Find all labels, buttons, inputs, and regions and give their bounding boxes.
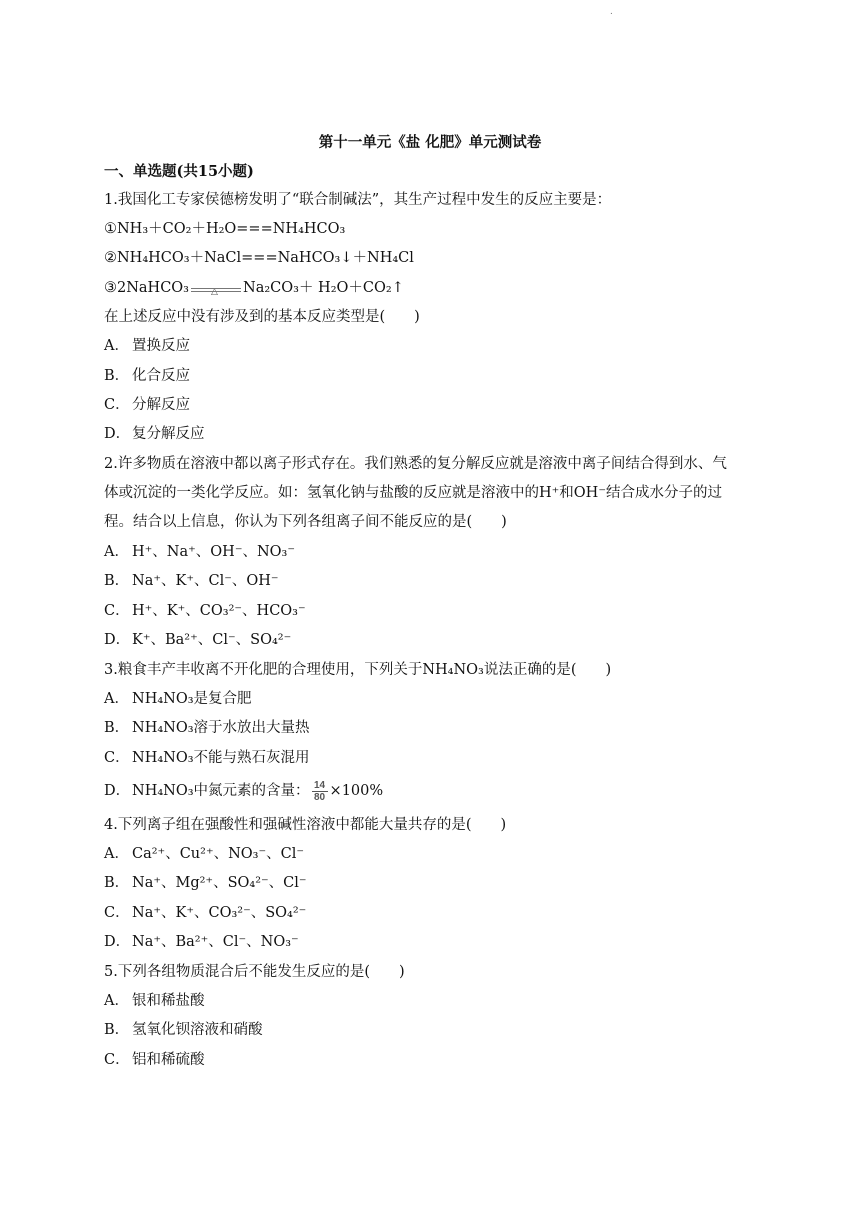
q4-option-a: A． Ca²⁺、Cu²⁺、NO₃⁻、Cl⁻	[104, 846, 305, 862]
q3-option-d: D． NH₄NO₃中氮元素的含量： $\frac{14}{80}$ ×100%	[104, 779, 384, 803]
q3-option-c: C． NH₄NO₃不能与熟石灰混用	[104, 750, 310, 766]
q2-stem-line-2: 体或沉淀的一类化学反应。如：氢氧化钠与盐酸的反应就是溶液中的H⁺和OH⁻结合成水分子的过	[104, 485, 722, 501]
q1-equation-2: ②NH₄HCO₃＋NaCl===NaHCO₃↓＋NH₄Cl	[104, 250, 414, 266]
q2-stem-line-1: 2.许多物质在溶液中都以离子形式存在。我们熟悉的复分解反应就是溶液中离子间结合得到水、气	[104, 456, 727, 472]
q2-option-b: B． Na⁺、K⁺、Cl⁻、OH⁻	[104, 573, 279, 589]
header-dot: .	[610, 6, 613, 17]
page-title: 第十一单元《盐 化肥》单元测试卷	[318, 134, 542, 151]
q1-eq3-left: ③2NaHCO₃	[104, 280, 189, 296]
q3-option-b: B． NH₄NO₃溶于水放出大量热	[104, 720, 310, 736]
q1-stem: 1.我国化工专家侯德榜发明了“联合制碱法”，其生产过程中发生的反应主要是：	[104, 192, 612, 208]
q1-option-a: A． 置换反应	[104, 338, 190, 354]
q1-option-d: D． 复分解反应	[104, 426, 205, 442]
q3-stem: 3.粮食丰产丰收离不开化肥的合理使用，下列关于NH₄NO₃说法正确的是( )	[104, 662, 612, 678]
q2-option-c: C． H⁺、K⁺、CO₃²⁻、HCO₃⁻	[104, 603, 306, 619]
q1-option-c: C． 分解反应	[104, 397, 190, 413]
q5-option-c: C． 铝和稀硫酸	[104, 1052, 205, 1068]
q5-stem: 5.下列各组物质混合后不能发生反应的是( )	[104, 964, 405, 980]
q1-question: 在上述反应中没有涉及到的基本反应类型是( )	[104, 309, 420, 325]
q1-equation-1: ①NH₃＋CO₂＋H₂O===NH₄HCO₃	[104, 221, 346, 237]
fraction-denominator: 80	[313, 791, 326, 803]
fraction-numerator: 14	[313, 779, 326, 791]
q2-option-a: A． H⁺、Na⁺、OH⁻、NO₃⁻	[104, 544, 296, 560]
q5-option-a: A． 银和稀盐酸	[104, 993, 205, 1009]
q2-option-d: D． K⁺、Ba²⁺、Cl⁻、SO₄²⁻	[104, 632, 292, 648]
q1-option-b: B． 化合反应	[104, 368, 190, 384]
section-heading: 一、单选题(共15小题)	[104, 163, 254, 180]
q5-option-b: B． 氢氧化钡溶液和硝酸	[104, 1022, 263, 1038]
q4-option-b: B． Na⁺、Mg²⁺、SO₄²⁻、Cl⁻	[104, 875, 307, 891]
q2-stem-line-3: 程。结合以上信息，你认为下列各组离子间不能反应的是( )	[104, 514, 507, 530]
q4-stem: 4.下列离子组在强酸性和强碱性溶液中都能大量共存的是( )	[104, 817, 507, 833]
q4-option-d: D． Na⁺、Ba²⁺、Cl⁻、NO₃⁻	[104, 934, 299, 950]
q3-option-a: A． NH₄NO₃是复合肥	[104, 691, 252, 707]
fraction	[312, 780, 328, 803]
heat-condition-icon: △	[189, 280, 243, 294]
q1-eq3-right: Na₂CO₃＋ H₂O＋CO₂↑	[243, 280, 404, 296]
q1-equation-3	[104, 274, 764, 304]
q4-option-c: C． Na⁺、K⁺、CO₃²⁻、SO₄²⁻	[104, 905, 307, 921]
